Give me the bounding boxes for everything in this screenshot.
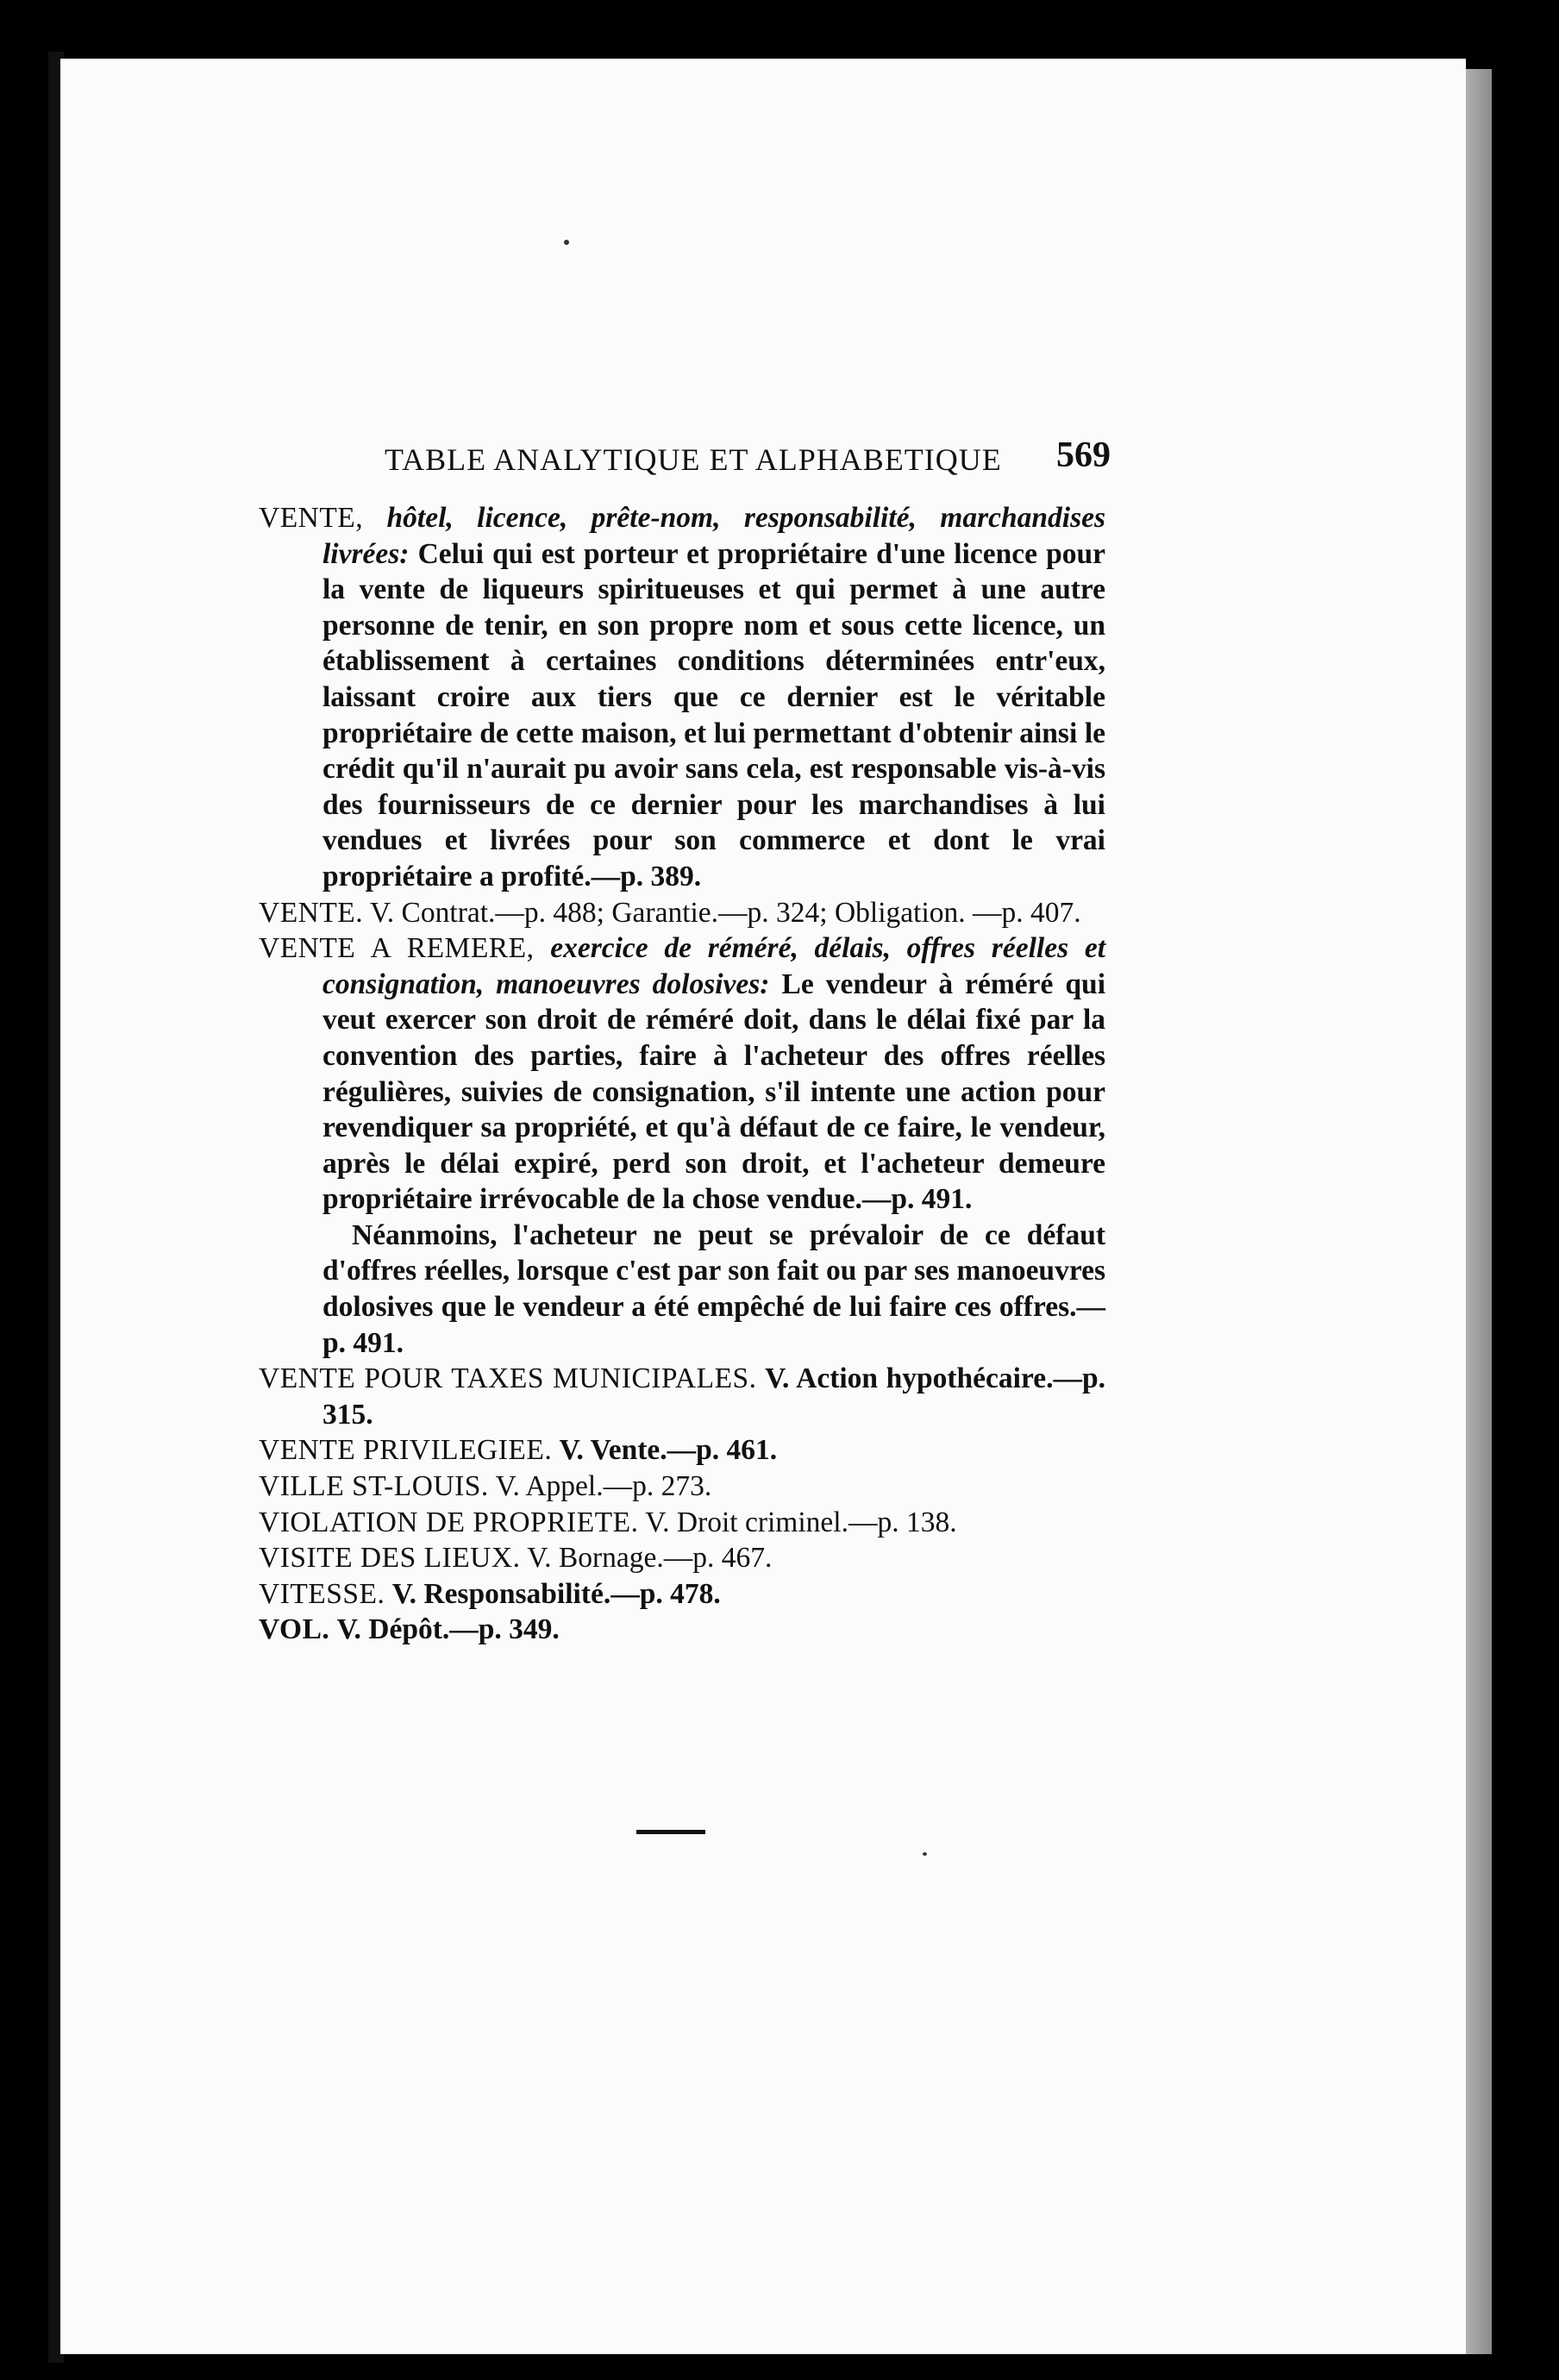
entry-body: V. Contrat.—p. 488; Garantie.—p. 324; Obligation. —p. 407.: [369, 896, 1081, 929]
index-entry: [259, 895, 1105, 931]
index-entry: [259, 930, 1105, 1218]
index-entry: [259, 1432, 1105, 1469]
entry-head: VOL.: [259, 1613, 330, 1646]
entry-head: VENTE PRIVILEGIEE.: [259, 1434, 553, 1467]
running-head: TABLE ANALYTIQUE ET ALPHABETIQUE: [385, 442, 1002, 477]
page-number: 569: [1056, 435, 1111, 475]
entry-body: V. Responsabilité.—p. 478.: [391, 1577, 721, 1610]
scan-speck: [564, 240, 569, 245]
entry-head: VENTE POUR TAXES MUNICIPALES.: [259, 1362, 757, 1395]
entry-head: VENTE.: [259, 896, 364, 929]
entry-head: VISITE DES LIEUX.: [259, 1542, 521, 1575]
entry-keywords: exercice de réméré, délais, offres réelles et consignation, manoeuvres dolosives:: [322, 932, 1106, 1000]
index-entry: [259, 1576, 1105, 1613]
entry-body: V. Appel.—p. 273.: [495, 1470, 712, 1503]
index-entry: [259, 1612, 1105, 1648]
index-entry: [259, 1505, 1105, 1541]
entry-head: VITESSE.: [259, 1577, 385, 1610]
entry-body: Le vendeur à réméré qui veut exercer son droit de réméré doit, dans le délai fixé par la convention des parties, faire à l'acheteur des offres réelles régulières, suivies de consignation, s'il intente une action pour revendiquer sa propriété, et qu'à défaut de ce faire, le vendeur, après le délai expiré, perd son droit, et l'acheteur demeure propriétaire irrévocable de la chose vendue.—p. 491.: [322, 968, 1105, 1216]
end-rule: [636, 1830, 705, 1834]
page-header: [385, 433, 1111, 485]
index-entry: [259, 1361, 1105, 1432]
entry-keywords: hôtel, licence, prête-nom, responsabilité, marchandises livrées:: [322, 502, 1106, 570]
index-entry: [259, 1540, 1105, 1576]
index-text: [259, 500, 1105, 1648]
entry-body: V. Vente.—p. 461.: [559, 1434, 778, 1467]
index-entry: [259, 500, 1105, 895]
index-entry: [259, 1469, 1105, 1505]
entry-body: Celui qui est porteur et propriétaire d'une licence pour la vente de liqueurs spiritueuses et qui permet à une autre personne de tenir, en son propre nom et sous cette licence, un établissement à certaines conditions déterminées entr'eux, laissant croire aux tiers que ce dernier est le véritable propriétaire de cette maison, et lui permettant d'obtenir ainsi le crédit qu'il n'aurait pu avoir sans cela, est responsable vis-à-vis des fournisseurs de ce dernier pour les marchandises à lui vendues et livrées pour son commerce et dont le vrai propriétaire a profité.—p. 389.: [322, 537, 1105, 892]
entry-head: VIOLATION DE PROPRIETE.: [259, 1506, 639, 1538]
entry-body: V. Action hypothécaire.—p. 315.: [322, 1362, 1105, 1431]
entry-body: V. Dépôt.—p. 349.: [336, 1613, 560, 1646]
scan-speck: [923, 1852, 927, 1856]
entry-continuation: Néanmoins, l'acheteur ne peut se prévaloir de ce défaut d'offres réelles, lorsque c'est par son fait ou par ses manoeuvres dolosives que le vendeur a été empêché de lui faire ces offres.—p. 491.: [322, 1218, 1105, 1359]
entry-body: V. Droit criminel.—p. 138.: [645, 1506, 957, 1538]
entry-head: VILLE ST-LOUIS.: [259, 1470, 489, 1503]
entry-head: VENTE A REMERE,: [259, 932, 535, 965]
entry-body: V. Bornage.—p. 467.: [527, 1542, 773, 1575]
entry-head: VENTE,: [259, 502, 364, 534]
